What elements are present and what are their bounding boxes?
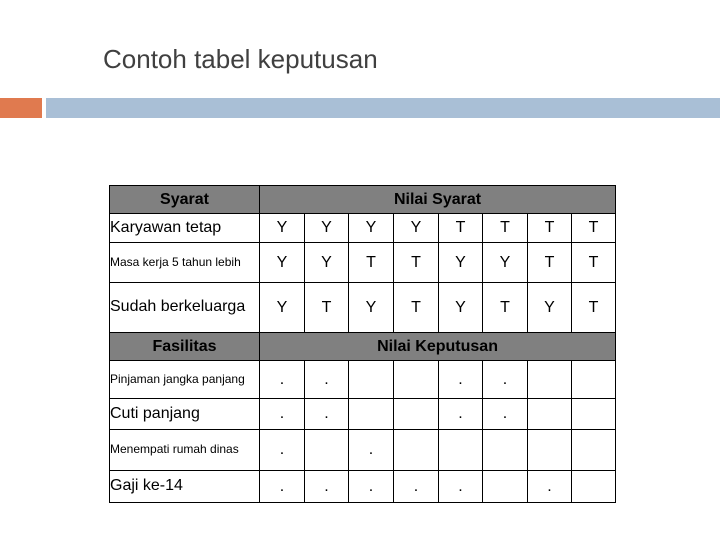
decision-mark [439, 430, 483, 471]
decision-mark: . [260, 399, 305, 430]
decision-mark [572, 361, 616, 399]
condition-value: T [528, 243, 572, 283]
condition-value: Y [349, 214, 394, 243]
decision-table [109, 185, 616, 503]
decision-mark: . [305, 361, 349, 399]
condition-value: Y [439, 283, 483, 333]
decision-mark: . [305, 399, 349, 430]
decision-mark: . [260, 430, 305, 471]
facility-row [110, 361, 616, 399]
header-fasilitas: Fasilitas [110, 333, 260, 361]
condition-value: T [572, 214, 616, 243]
facility-row [110, 471, 616, 503]
decision-mark: . [349, 430, 394, 471]
facility-label: Cuti panjang [110, 399, 260, 430]
decision-mark [572, 471, 616, 503]
header-row-facilities [110, 333, 616, 361]
decision-mark: . [483, 361, 528, 399]
condition-value: T [483, 283, 528, 333]
decision-mark [394, 430, 439, 471]
condition-row [110, 243, 616, 283]
condition-value: Y [260, 214, 305, 243]
facility-row [110, 399, 616, 430]
header-nilai-syarat: Nilai Syarat [260, 186, 616, 214]
condition-value: Y [394, 214, 439, 243]
decision-mark: . [483, 399, 528, 430]
condition-value: Y [305, 243, 349, 283]
condition-value: T [572, 283, 616, 333]
condition-row [110, 214, 616, 243]
decision-mark: . [528, 471, 572, 503]
decision-mark [572, 430, 616, 471]
decision-mark: . [439, 399, 483, 430]
condition-value: Y [260, 243, 305, 283]
condition-value: T [349, 243, 394, 283]
decision-mark [528, 399, 572, 430]
accent-bar-orange [0, 98, 42, 118]
condition-value: T [572, 243, 616, 283]
condition-value: T [394, 283, 439, 333]
condition-value: T [483, 214, 528, 243]
facility-label: Pinjaman jangka panjang [110, 361, 260, 399]
condition-value: Y [305, 214, 349, 243]
decision-mark [305, 430, 349, 471]
decision-mark: . [349, 471, 394, 503]
condition-value: T [528, 214, 572, 243]
decision-mark: . [260, 361, 305, 399]
decision-mark [349, 361, 394, 399]
condition-value: Y [439, 243, 483, 283]
decision-mark [394, 361, 439, 399]
decision-mark: . [439, 471, 483, 503]
condition-value: Y [528, 283, 572, 333]
decision-mark [394, 399, 439, 430]
decision-mark [349, 399, 394, 430]
facility-row [110, 430, 616, 471]
header-row-conditions [110, 186, 616, 214]
decision-mark: . [394, 471, 439, 503]
condition-value: Y [483, 243, 528, 283]
accent-bar-blue [46, 98, 720, 118]
condition-value: Y [349, 283, 394, 333]
condition-value: T [439, 214, 483, 243]
decision-table-body [110, 186, 616, 503]
condition-value: T [305, 283, 349, 333]
page-title: Contoh tabel keputusan [103, 44, 378, 74]
decision-mark: . [305, 471, 349, 503]
condition-row [110, 283, 616, 333]
decision-mark: . [439, 361, 483, 399]
condition-label: Karyawan tetap [110, 214, 260, 243]
decision-mark [528, 430, 572, 471]
header-nilai-keputusan: Nilai Keputusan [260, 333, 616, 361]
decision-mark [483, 430, 528, 471]
condition-value: Y [260, 283, 305, 333]
decision-mark [572, 399, 616, 430]
decision-mark [528, 361, 572, 399]
decision-mark: . [260, 471, 305, 503]
condition-label: Masa kerja 5 tahun lebih [110, 243, 260, 283]
facility-label: Gaji ke-14 [110, 471, 260, 503]
decision-mark [483, 471, 528, 503]
condition-value: T [394, 243, 439, 283]
condition-label: Sudah berkeluarga [110, 283, 260, 333]
header-syarat: Syarat [110, 186, 260, 214]
facility-label: Menempati rumah dinas [110, 430, 260, 471]
